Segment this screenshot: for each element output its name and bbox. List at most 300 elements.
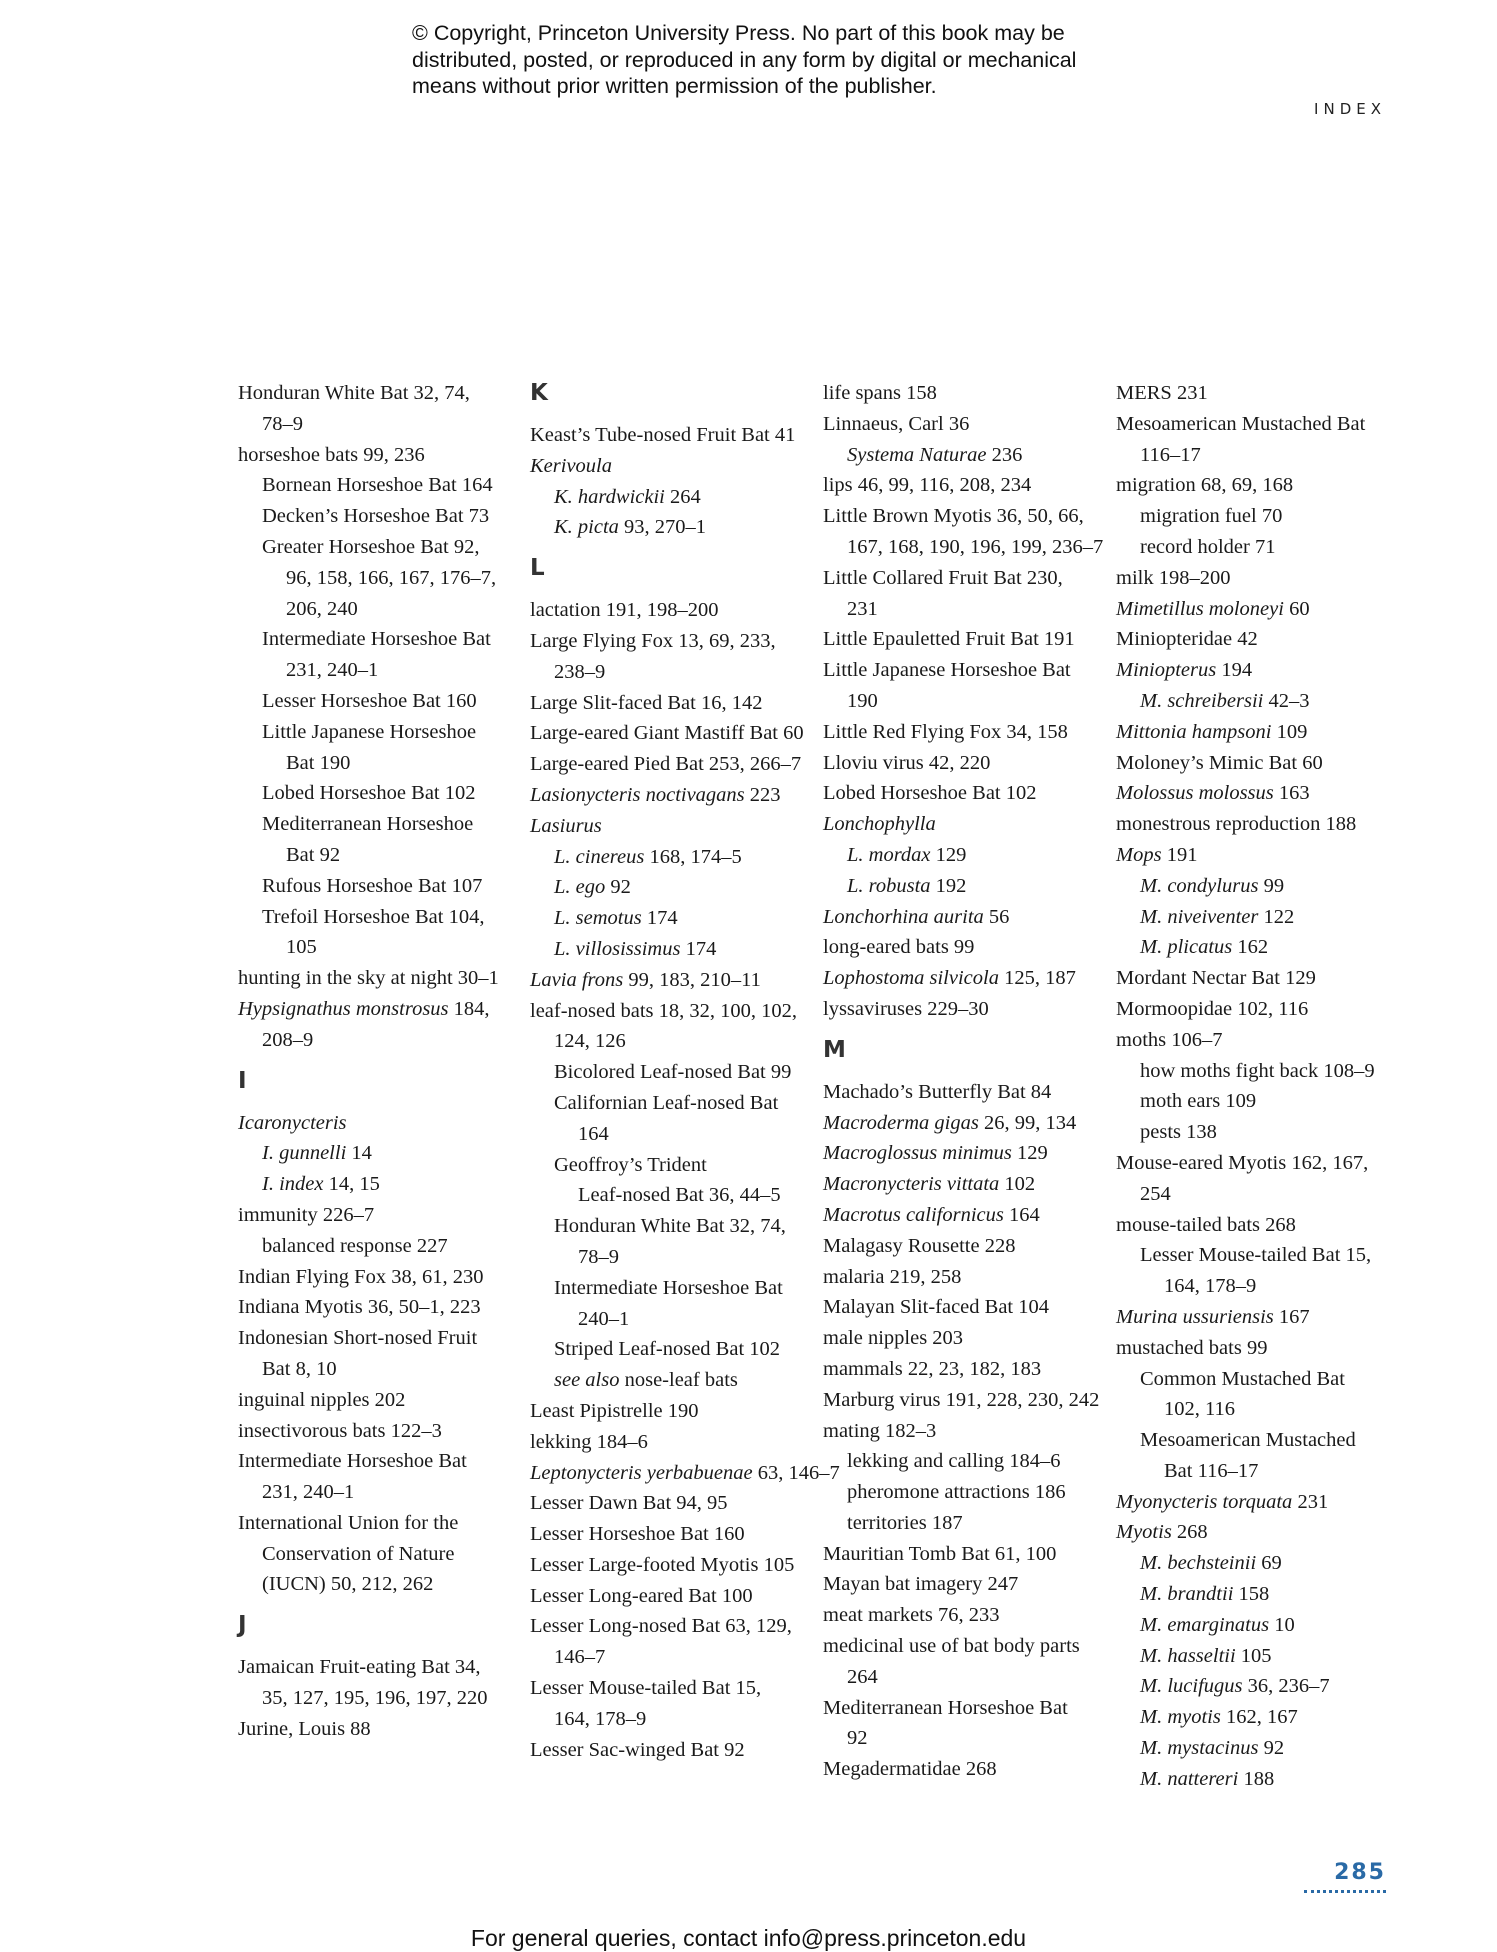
entry-italic-term: Lophostoma silvicola [823,967,999,990]
index-entry [1116,409,1406,440]
entry-italic-term: Mops [1116,843,1162,866]
entry-text: Mouse-eared Myotis 162, 167, [1116,1151,1369,1174]
entry-text: 191 [1161,843,1198,866]
index-entry [823,501,1113,532]
entry-text: 36, 236–7 [1242,1675,1330,1698]
entry-text: 192 [930,874,967,897]
index-entry [238,871,528,902]
entry-text: Bicolored Leaf-nosed Bat 99 [554,1061,792,1084]
index-entry [530,1550,820,1581]
entry-text: Indonesian Short-nosed Fruit [238,1327,478,1350]
entry-text: mustached bats 99 [1116,1336,1268,1359]
entry-italic-term: Murina ussuriensis [1116,1305,1274,1328]
entry-text: 146–7 [554,1646,606,1669]
entry-text: 124, 126 [554,1030,626,1053]
entry-text: 99, 183, 210–11 [623,968,761,991]
index-entry [530,1304,820,1335]
index-entry [1116,1056,1406,1087]
entry-text: Moloney’s Mimic Bat 60 [1116,751,1323,774]
index-entry [1116,378,1406,409]
entry-italic-term: Lasionycteris noctivagans [530,783,745,806]
index-entry [823,778,1113,809]
index-entry [1116,1764,1406,1795]
index-entry [1116,1579,1406,1610]
entry-text: long-eared bats 99 [823,936,975,959]
entry-text: pheromone attractions 186 [847,1481,1066,1504]
entry-text: MERS 231 [1116,382,1208,404]
index-entry [530,934,820,965]
entry-text: 184, [448,997,490,1020]
section-letter: M [823,1036,846,1063]
entry-text: 268 [1171,1521,1208,1544]
entry-text: Greater Horseshoe Bat 92, [262,535,480,558]
entry-text: hunting in the sky at night 30–1 [238,967,499,990]
index-entry [530,842,820,873]
entry-text: Bat 116–17 [1164,1459,1259,1482]
entry-text: lactation 191, 198–200 [530,599,719,622]
entry-text: 78–9 [262,412,303,435]
entry-text: lekking 184–6 [530,1430,648,1453]
copyright-line-2: distributed, posted, or reproduced in any form by digital or mechanical [412,47,1077,72]
entry-italic-term: M. condylurus [1140,874,1259,897]
index-entry [238,932,528,963]
index-entry [238,1569,528,1600]
index-entry [238,1262,528,1293]
entry-italic-term: Mimetillus moloneyi [1116,597,1284,620]
index-entry [823,1262,1113,1293]
index-entry [238,778,528,809]
index-entry [823,1292,1113,1323]
index-entry [823,1138,1113,1169]
entry-text: Jamaican Fruit-eating Bat 34, [238,1656,481,1679]
index-entry [1116,655,1406,686]
entry-text: lyssaviruses 229–30 [823,997,989,1020]
entry-text: Mediterranean Horseshoe [262,813,474,836]
index-entry [1116,1364,1406,1395]
index-entry [823,1477,1113,1508]
index-entry [823,1723,1113,1754]
index-entry [1116,717,1406,748]
index-entry [238,409,528,440]
index-entry [823,1693,1113,1724]
index-entry [238,532,528,563]
index-entry [238,1138,528,1169]
entry-text: Lesser Dawn Bat 94, 95 [530,1492,728,1515]
entry-text: 167, 168, 190, 196, 199, 236–7 [847,535,1104,558]
index-entry [530,1488,820,1519]
entry-text: 99 [1258,874,1285,897]
index-column-2 [530,378,840,1765]
entry-text: Mormoopidae 102, 116 [1116,997,1309,1020]
index-entry [530,1180,820,1211]
entry-text: Little Japanese Horseshoe Bat [823,659,1071,682]
entry-italic-term: K. hardwickii [554,485,665,508]
index-entry [823,409,1113,440]
entry-text: leaf-nosed bats 18, 32, 100, 102, [530,999,798,1022]
index-entry [823,1354,1113,1385]
entry-text: Miniopteridae 42 [1116,628,1258,651]
index-entry [823,1600,1113,1631]
entry-text: 231 [1292,1490,1329,1513]
index-entry [238,902,528,933]
entry-text: 63, 146–7 [752,1461,840,1484]
index-entry [823,624,1113,655]
index-entry [823,1754,1113,1785]
entry-text: Least Pipistrelle 190 [530,1399,699,1422]
index-entry [823,686,1113,717]
index-entry [1116,1733,1406,1764]
index-entry [238,594,528,625]
entry-text: Lesser Horseshoe Bat 160 [262,689,477,712]
index-entry [823,748,1113,779]
index-entry [1116,871,1406,902]
index-entry [530,595,820,626]
entry-text: 125, 187 [998,967,1076,990]
entry-text: Bat 190 [286,751,351,774]
index-entry [238,1446,528,1477]
entry-text: 206, 240 [286,597,358,620]
entry-text: Lesser Horseshoe Bat 160 [530,1523,745,1546]
entry-text: 14 [346,1142,372,1165]
entry-text: 254 [1140,1182,1171,1205]
section-letter: L [530,555,545,582]
entry-text: Bat 8, 10 [262,1357,337,1380]
entry-text: monestrous reproduction 188 [1116,813,1357,836]
entry-italic-term: Myotis [1116,1521,1172,1544]
entry-text: Rufous Horseshoe Bat 107 [262,874,483,897]
index-entry [530,1611,820,1642]
entry-text: Intermediate Horseshoe Bat [554,1276,783,1299]
entry-italic-term: L. ego [554,876,606,899]
index-entry [1116,1271,1406,1302]
index-entry [823,532,1113,563]
entry-text: 188 [1238,1767,1275,1790]
index-entry [238,748,528,779]
entry-italic-term: M. mystacinus [1140,1737,1259,1760]
entry-text: International Union for the [238,1511,459,1534]
index-entry [238,501,528,532]
entry-text: Malagasy Rousette 228 [823,1234,1016,1257]
index-entry [823,1323,1113,1354]
entry-text: Lesser Long-eared Bat 100 [530,1584,753,1607]
index-entry [530,749,820,780]
entry-text: 168, 174–5 [644,845,742,868]
index-entry [823,1231,1113,1262]
entry-italic-term: I. gunnelli [262,1142,347,1165]
index-entry [1116,532,1406,563]
entry-text: Indiana Myotis 36, 50–1, 223 [238,1296,481,1319]
index-entry [238,1169,528,1200]
index-column-4 [1116,378,1406,1795]
index-entry [530,780,820,811]
index-entry [238,1292,528,1323]
entry-text: (IUCN) 50, 212, 262 [262,1573,434,1596]
index-entry [1116,440,1406,471]
entry-italic-term: Kerivoula [530,454,612,477]
index-entry [530,996,820,1027]
index-entry [238,1477,528,1508]
index-entry [238,963,528,994]
entry-text: medicinal use of bat body parts [823,1635,1080,1658]
index-entry [530,1519,820,1550]
index-entry [823,1200,1113,1231]
index-entry [1116,1179,1406,1210]
index-entry [823,378,1113,409]
entry-italic-term: Lonchophylla [823,813,936,836]
entry-text: mouse-tailed bats 268 [1116,1213,1296,1236]
index-entry [1116,686,1406,717]
entry-italic-term: Macroglossus minimus [823,1142,1012,1165]
entry-text: migration 68, 69, 168 [1116,474,1294,497]
entry-text: Malayan Slit-faced Bat 104 [823,1296,1050,1319]
entry-text: Honduran White Bat 32, 74, [554,1215,786,1238]
entry-text: Large-eared Giant Mastiff Bat 60 [530,722,804,745]
entry-text: milk 198–200 [1116,566,1231,589]
index-entry [238,1200,528,1231]
entry-text: Little Epauletted Fruit Bat 191 [823,628,1075,651]
index-entry [530,1211,820,1242]
index-entry [530,1704,820,1735]
entry-italic-term: M. schreibersii [1140,689,1264,712]
index-entry [823,932,1113,963]
index-entry [530,657,820,688]
entry-text: 164 [1003,1203,1040,1226]
entry-text: 109 [1271,720,1308,743]
entry-text: nose-leaf bats [619,1369,738,1392]
entry-text: 102 [999,1173,1036,1196]
entry-text: migration fuel 70 [1140,505,1283,528]
entry-text: Megadermatidae 268 [823,1758,997,1781]
page-number: 285 [1334,1860,1386,1885]
entry-italic-term: Myonycteris torquata [1116,1490,1293,1513]
entry-text: inguinal nipples 202 [238,1388,406,1411]
entry-text: male nipples 203 [823,1327,964,1350]
entry-text: Common Mustached Bat [1140,1367,1345,1390]
entry-text: 240–1 [578,1307,630,1330]
section-letter: K [530,380,548,406]
entry-italic-term: I. index [262,1173,324,1196]
index-entry [1116,902,1406,933]
entry-text: 236 [986,443,1023,466]
index-entry [823,563,1113,594]
entry-text: Trefoil Horseshoe Bat 104, [262,905,485,928]
entry-text: Mesoamerican Mustached [1140,1429,1356,1452]
entry-text: Lloviu virus 42, 220 [823,751,991,774]
index-entry [1116,1487,1406,1518]
index-entry [530,1334,820,1365]
index-entry [823,1385,1113,1416]
index-entry [823,1169,1113,1200]
index-entry [1116,1610,1406,1641]
index-entry [1116,1456,1406,1487]
index-entry [1116,1240,1406,1271]
entry-italic-term: L. cinereus [554,845,645,868]
entry-text: Lesser Sac-winged Bat 92 [530,1738,745,1761]
entry-italic-term: Macroderma gigas [823,1111,979,1134]
entry-text: 129 [930,843,967,866]
entry-text: Intermediate Horseshoe Bat [238,1450,467,1473]
index-entry [1116,1517,1406,1548]
index-column-3 [823,378,1113,1785]
entry-text: Marburg virus 191, 228, 230, 242 [823,1388,1100,1411]
index-entry [238,840,528,871]
index-entry [530,1427,820,1458]
index-entry [823,1539,1113,1570]
entry-text: Lesser Mouse-tailed Bat 15, [1140,1244,1372,1267]
entry-text: Lobed Horseshoe Bat 102 [823,782,1037,805]
entry-text: 96, 158, 166, 167, 176–7, [286,566,497,589]
entry-text: Large Flying Fox 13, 69, 233, [530,629,776,652]
entry-text: mating 182–3 [823,1419,937,1442]
entry-text: 174 [641,907,678,930]
entry-text: Californian Leaf-nosed Bat [554,1091,779,1114]
index-entry [823,809,1113,840]
entry-text: malaria 219, 258 [823,1265,962,1288]
entry-text: 56 [983,905,1010,928]
index-entry [530,872,820,903]
index-entry [530,965,820,996]
index-entry [238,1025,528,1056]
entry-text: 162 [1232,936,1269,959]
index-entry [823,994,1113,1025]
entry-text: 231, 240–1 [262,1481,355,1504]
entry-text: 162, 167 [1220,1706,1298,1729]
index-entry [823,1508,1113,1539]
entry-italic-term: M. plicatus [1140,936,1233,959]
entry-text: 35, 127, 195, 196, 197, 220 [262,1687,488,1710]
index-entry [530,688,820,719]
index-entry [1116,809,1406,840]
index-entry [238,994,528,1025]
index-entry [1116,1025,1406,1056]
entry-text: 92 [605,876,631,899]
index-entry [1116,624,1406,655]
entry-text: Indian Flying Fox 38, 61, 230 [238,1265,484,1288]
entry-text: lips 46, 99, 116, 208, 234 [823,474,1032,497]
index-entry [823,902,1113,933]
entry-italic-term: M. myotis [1140,1706,1221,1729]
entry-text: record holder 71 [1140,535,1276,558]
entry-text: 174 [680,937,717,960]
index-entry [530,903,820,934]
index-entry [823,655,1113,686]
entry-text: 102, 116 [1164,1398,1235,1421]
entry-text: 122 [1258,905,1295,928]
index-entry [530,1673,820,1704]
index-entry [1116,1394,1406,1425]
index-entry [530,482,820,513]
entry-text: Mordant Nectar Bat 129 [1116,967,1316,990]
index-entry [238,1508,528,1539]
index-entry [1116,1302,1406,1333]
copyright-line-3: means without prior written permission of the publisher. [412,74,937,98]
index-entry [1116,594,1406,625]
index-entry [238,1231,528,1262]
entry-text: Little Japanese Horseshoe [262,720,477,743]
entry-italic-term: Systema Naturae [847,443,987,466]
index-entry [823,871,1113,902]
entry-italic-term: Icaronycteris [238,1111,347,1134]
entry-text: 60 [1283,597,1310,620]
entry-italic-term: Macrotus californicus [823,1203,1004,1226]
entry-text: 194 [1216,659,1253,682]
index-entry [238,1683,528,1714]
entry-text: 164, 178–9 [554,1707,647,1730]
index-entry [823,1416,1113,1447]
index-entry [238,1385,528,1416]
index-entry [238,378,528,409]
index-entry [238,686,528,717]
entry-italic-term: L. mordax [847,843,931,866]
index-entry [530,1088,820,1119]
index-entry [1116,1425,1406,1456]
index-entry [238,1652,528,1683]
entry-text: Little Brown Myotis 36, 50, 66, [823,505,1084,528]
entry-text: Little Collared Fruit Bat 230, [823,566,1063,589]
entry-text: 105 [1235,1644,1272,1667]
entry-text: 238–9 [554,660,606,683]
index-entry [1116,501,1406,532]
copyright-line-1: © Copyright, Princeton University Press. No part of this book may be [412,21,1065,45]
index-entry [530,1026,820,1057]
index-entry [530,1581,820,1612]
index-entry [1116,1548,1406,1579]
index-entry [238,563,528,594]
entry-text: 223 [744,783,781,806]
index-entry [238,470,528,501]
index-entry [823,1108,1113,1139]
entry-text: immunity 226–7 [238,1203,375,1226]
index-entry [823,440,1113,471]
entry-text: 42–3 [1263,689,1310,712]
entry-text: Keast’s Tube-nosed Fruit Bat 41 [530,424,796,446]
entry-text: 231 [847,597,878,620]
entry-text: Machado’s Butterfly Bat 84 [823,1080,1052,1103]
index-entry [530,1396,820,1427]
index-entry [238,1416,528,1447]
index-entry [238,1714,528,1745]
entry-text: moths 106–7 [1116,1028,1223,1051]
entry-text: Mauritian Tomb Bat 61, 100 [823,1542,1057,1565]
entry-text: 105 [286,936,317,959]
section-letter: I [238,1067,247,1094]
index-entry [1116,994,1406,1025]
index-entry [238,1323,528,1354]
entry-text: Striped Leaf-nosed Bat 102 [554,1338,781,1361]
index-entry [238,1539,528,1570]
entry-text: meat markets 76, 233 [823,1604,1000,1627]
index-entry [530,420,820,451]
entry-text: lekking and calling 184–6 [847,1450,1061,1473]
index-entry [1116,1333,1406,1364]
entry-text: territories 187 [847,1511,963,1534]
entry-text: 167 [1273,1305,1310,1328]
index-entry [530,1057,820,1088]
entry-text: Jurine, Louis 88 [238,1717,371,1740]
entry-text: 92 [1258,1737,1285,1760]
index-entry [530,1150,820,1181]
index-entry [530,811,820,842]
running-head: INDEX [1314,100,1386,118]
entry-italic-term: L. robusta [847,874,931,897]
entry-text: Decken’s Horseshoe Bat 73 [262,505,490,528]
entry-text: 116–17 [1140,443,1201,466]
index-entry [823,840,1113,871]
index-entry [530,718,820,749]
index-entry [238,717,528,748]
entry-text: Linnaeus, Carl 36 [823,412,970,435]
entry-text: 10 [1269,1613,1295,1636]
